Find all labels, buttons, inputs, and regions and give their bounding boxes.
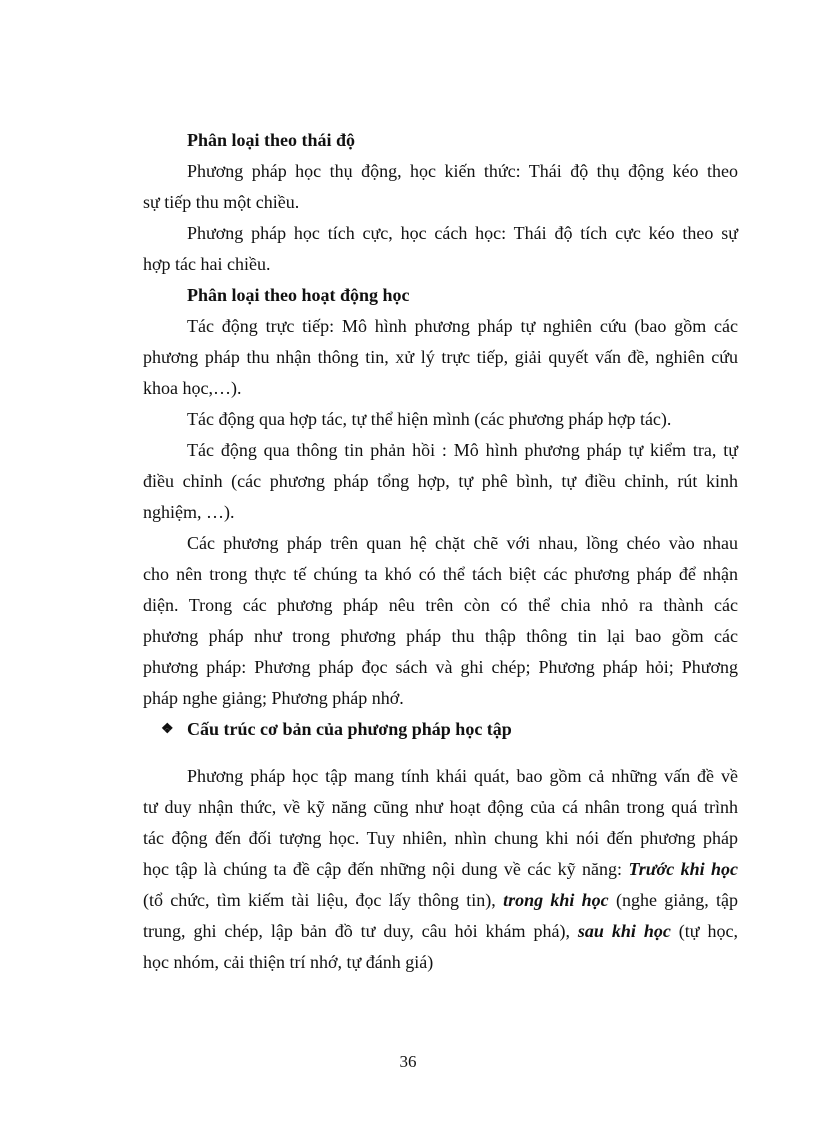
paragraph-passive-learning [143, 156, 738, 218]
text-line: hợp tác hai chiều. [143, 254, 271, 274]
emphasis-during-learning: trong khi học [503, 890, 609, 910]
diamond-bullet-icon: ❖ [161, 722, 174, 737]
text-line [143, 885, 738, 916]
text-line: Phương pháp học tích cực, học cách học: Thái độ tích cực kéo theo sự [187, 223, 738, 243]
section-heading [143, 714, 738, 745]
paragraph-cooperation: Tác động qua hợp tác, tự thể hiện mình (các phương pháp hợp tác). [187, 409, 672, 429]
heading-activity-classification: Phân loại theo hoạt động học [187, 285, 410, 305]
text-line: tư duy nhận thức, về kỹ năng cũng như hoạt động của cá nhân trong quá trình [143, 797, 738, 817]
text-line: pháp nghe giảng; Phương pháp nhớ. [143, 688, 404, 708]
section-title: Cấu trúc cơ bản của phương pháp học tập [187, 719, 512, 739]
paragraph-feedback [143, 435, 738, 528]
text-line: phương pháp thu nhận thông tin, xử lý trực tiếp, giải quyết vấn đề, nghiên cứu [143, 347, 738, 367]
text-line: tác động đến đối tượng học. Tuy nhiên, nhìn chung khi nói đến phương pháp [143, 828, 738, 848]
text-line: học nhóm, cải thiện trí nhớ, tự đánh giá) [143, 952, 434, 972]
paragraph-structure [143, 761, 738, 978]
text-line: phương pháp như trong phương pháp thu thập thông tin lại bao gồm các [143, 626, 738, 646]
page-content [143, 125, 738, 978]
text-line [143, 916, 738, 947]
text-line: Tác động qua thông tin phản hồi : Mô hình phương pháp tự kiểm tra, tự [187, 440, 738, 460]
text-line: sự tiếp thu một chiều. [143, 192, 300, 212]
spacer [143, 745, 738, 761]
text-line: Phương pháp học tập mang tính khái quát, bao gồm cả những vấn đề về [187, 766, 738, 786]
emphasis-before-learning: Trước khi học [628, 859, 738, 879]
text-line: nghiệm, …). [143, 502, 235, 522]
text-line: cho nên trong thực tế chúng ta khó có thể tách biệt các phương pháp để nhận [143, 564, 738, 584]
text-line: Phương pháp học thụ động, học kiến thức: Thái độ thụ động kéo theo [187, 161, 738, 181]
text-run: (tổ chức, tìm kiếm tài liệu, đọc lấy thông tin), [143, 890, 504, 910]
text-run: trung, ghi chép, lập bản đồ tư duy, câu hỏi khám phá), [143, 921, 578, 941]
paragraph-methods-relation [143, 528, 738, 714]
paragraph-direct-impact [143, 311, 738, 404]
emphasis-after-learning: sau khi học [577, 921, 671, 941]
text-run: (tự học, [670, 921, 739, 941]
text-line: Các phương pháp trên quan hệ chặt chẽ với nhau, lồng chéo vào nhau [187, 533, 738, 553]
page-number: 36 [399, 1052, 417, 1071]
text-line [143, 854, 738, 885]
heading-attitude-classification: Phân loại theo thái độ [187, 130, 356, 150]
text-run: (nghe giảng, tập [608, 890, 738, 910]
paragraph-active-learning [143, 218, 738, 280]
text-run: học tập là chúng ta đề cập đến những nội dung về các kỹ năng: [143, 859, 629, 879]
text-line: khoa học,…). [143, 378, 242, 398]
text-line: điều chỉnh (các phương pháp tổng hợp, tự phê bình, tự điều chỉnh, rút kinh [143, 471, 738, 491]
text-line: diện. Trong các phương pháp nêu trên còn có thể chia nhỏ ra thành các [143, 595, 738, 615]
text-line: Tác động trực tiếp: Mô hình phương pháp tự nghiên cứu (bao gồm các [187, 316, 738, 336]
text-line: phương pháp: Phương pháp đọc sách và ghi chép; Phương pháp hỏi; Phương [143, 657, 738, 677]
